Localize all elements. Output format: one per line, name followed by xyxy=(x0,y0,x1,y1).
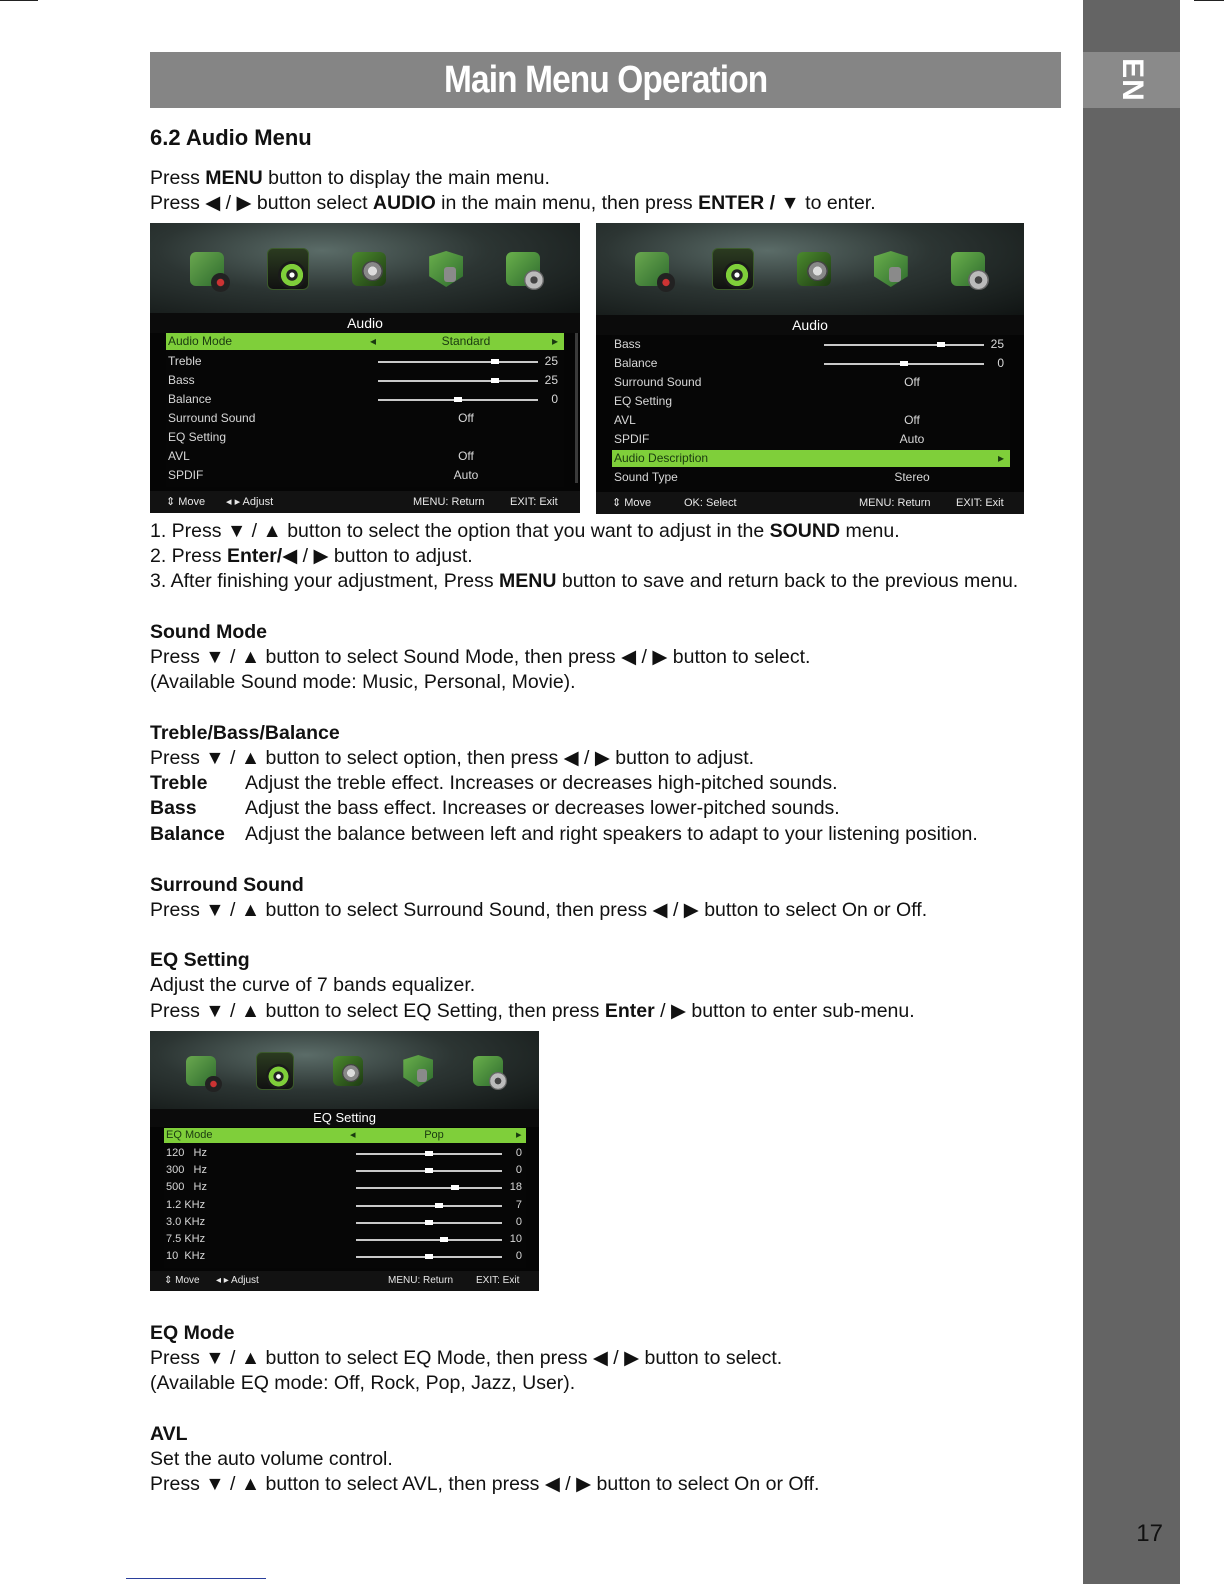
row-number: 10 xyxy=(509,1232,522,1245)
row-label: EQ Setting xyxy=(614,394,673,408)
eq-mode-line-1: Press ▼ / ▲ button to select EQ Mode, then press ◀ / ▶ button to select. xyxy=(150,1347,783,1369)
row-surround-sound xyxy=(166,409,564,428)
row-label: EQ Mode xyxy=(166,1129,213,1141)
row-value: Off xyxy=(904,413,920,427)
left-arrow-icon: ◂ xyxy=(350,1129,356,1141)
eq-line-1: Adjust the curve of 7 bands equalizer. xyxy=(150,974,476,996)
row-label: Bass xyxy=(168,373,195,387)
picture-icon xyxy=(190,252,224,286)
page-title: Main Menu Operation xyxy=(443,58,768,101)
menu-scrollbar xyxy=(575,333,578,483)
row-audio-description xyxy=(612,450,1010,467)
row-balance xyxy=(166,390,564,409)
row-number: 25 xyxy=(544,373,558,387)
slider-thumb xyxy=(440,1237,448,1242)
top-left-rule xyxy=(0,0,38,1)
slider-thumb xyxy=(937,342,945,347)
menu-title: Audio xyxy=(150,313,580,333)
row-number: 18 xyxy=(509,1181,522,1194)
menu-rows xyxy=(166,333,564,487)
row-eq-band xyxy=(164,1145,526,1162)
audio-icon xyxy=(712,248,754,290)
row-value: Pop xyxy=(424,1129,444,1141)
language-tab xyxy=(1083,52,1180,108)
eq-band-slider xyxy=(356,1187,502,1189)
row-label: Sound Type xyxy=(614,470,678,484)
slider-thumb xyxy=(425,1254,433,1259)
right-arrow-icon: ▸ xyxy=(516,1129,522,1141)
balance-definition: Balance Adjust the balance between left and right speakers to adapt to your listening position. xyxy=(150,823,978,845)
row-number: 0 xyxy=(551,392,558,406)
avl-line-1: Set the auto volume control. xyxy=(150,1448,393,1470)
menu-title: EQ Setting xyxy=(150,1109,539,1127)
row-number: 0 xyxy=(515,1250,522,1263)
row-number: 0 xyxy=(515,1147,522,1159)
row-eq-band xyxy=(164,1248,526,1265)
audio-menu-screenshot-1 xyxy=(150,223,580,513)
row-audio-mode xyxy=(166,333,564,350)
row-label: 300 Hz xyxy=(166,1164,207,1177)
footer-exit: EXIT: Exit xyxy=(956,497,1004,509)
bass-slider xyxy=(824,344,984,346)
slider-thumb xyxy=(451,1185,459,1190)
row-number: 0 xyxy=(515,1164,522,1177)
menu-footer xyxy=(150,1271,539,1291)
avl-line-2: Press ▼ / ▲ button to select AVL, then press ◀ / ▶ button to select On or Off. xyxy=(150,1473,820,1495)
menu-title: Audio xyxy=(596,315,1024,335)
sound-mode-line-1: Press ▼ / ▲ button to select Sound Mode, then press ◀ / ▶ button to select. xyxy=(150,646,811,668)
eq-band-slider xyxy=(356,1205,502,1207)
row-value: Standard xyxy=(441,334,491,348)
row-label: 7.5 KHz xyxy=(166,1232,206,1245)
row-label: Bass xyxy=(614,337,641,351)
footer-move: ⇕ Move xyxy=(612,497,652,509)
row-label: AVL xyxy=(614,413,636,427)
header-banner xyxy=(150,52,1061,108)
top-right-rule xyxy=(1194,0,1224,1)
row-label: EQ Setting xyxy=(168,430,227,444)
bass-definition: Bass Adjust the bass effect. Increases or decreases lower-pitched sounds. xyxy=(150,797,840,819)
intro-line-2: Press ◀ / ▶ button select AUDIO in the main menu, then press ENTER / ▼ to enter. xyxy=(150,192,876,214)
setup-icon xyxy=(951,252,985,286)
slider-thumb xyxy=(900,361,908,366)
slider-thumb xyxy=(454,397,462,402)
slider-thumb xyxy=(425,1168,433,1173)
row-label: Audio Mode xyxy=(168,334,233,348)
row-label: SPDIF xyxy=(614,432,650,446)
row-eq-band xyxy=(164,1214,526,1231)
row-number: 7 xyxy=(515,1198,522,1211)
row-balance xyxy=(612,354,1010,373)
row-spdif xyxy=(166,466,564,485)
audio-icon xyxy=(256,1052,294,1090)
right-arrow-icon: ▸ xyxy=(998,451,1005,465)
row-spdif xyxy=(612,430,1010,449)
row-eq-mode xyxy=(164,1128,526,1143)
footer-menu: MENU: Return xyxy=(413,496,485,508)
row-label: Balance xyxy=(614,356,658,370)
row-value: Auto xyxy=(899,432,925,446)
channel-icon xyxy=(352,252,386,286)
eq-heading: EQ Setting xyxy=(150,949,250,971)
row-label: 3.0 KHz xyxy=(166,1215,206,1228)
row-value: Off xyxy=(904,375,920,389)
treble-bass-balance-heading: Treble/Bass/Balance xyxy=(150,722,340,744)
row-value: Off xyxy=(458,449,474,463)
row-avl xyxy=(166,447,564,466)
row-label: 120 Hz xyxy=(166,1147,207,1159)
menu-footer xyxy=(596,492,1024,514)
row-label: SPDIF xyxy=(168,468,204,482)
tbb-line-1: Press ▼ / ▲ button to select option, then press ◀ / ▶ button to adjust. xyxy=(150,747,755,769)
slider-thumb xyxy=(491,359,499,364)
row-value: Stereo xyxy=(894,470,930,484)
bass-slider xyxy=(378,380,538,382)
slider-thumb xyxy=(491,378,499,383)
slider-thumb xyxy=(425,1151,433,1156)
right-arrow-icon: ▸ xyxy=(552,334,559,348)
intro-line-1: Press MENU button to display the main menu. xyxy=(150,167,550,189)
row-value: Auto xyxy=(453,468,479,482)
row-number: 25 xyxy=(544,354,558,368)
row-number: 25 xyxy=(990,337,1004,351)
row-label: Surround Sound xyxy=(614,375,702,389)
setup-icon xyxy=(473,1056,503,1086)
row-label: Balance xyxy=(168,392,212,406)
lock-icon xyxy=(874,251,908,287)
row-eq-band xyxy=(164,1197,526,1214)
footer-adjust: ◂ ▸ Adjust xyxy=(216,1275,259,1286)
eq-mode-heading: EQ Mode xyxy=(150,1322,235,1344)
footer-menu: MENU: Return xyxy=(388,1275,454,1286)
footer-exit: EXIT: Exit xyxy=(476,1275,520,1286)
row-bass xyxy=(612,335,1010,354)
menu-icons xyxy=(150,1031,539,1111)
step-2: 2. Press Enter/◀ / ▶ button to adjust. xyxy=(150,545,473,567)
step-3: 3. After finishing your adjustment, Press MENU button to save and return back to the previous menu. xyxy=(150,570,1019,592)
side-bar xyxy=(1083,0,1180,1584)
left-arrow-icon: ◂ xyxy=(370,334,377,348)
eq-mode-line-2: (Available EQ mode: Off, Rock, Pop, Jazz, User). xyxy=(150,1372,576,1394)
audio-icon xyxy=(267,248,309,290)
menu-rows xyxy=(612,335,1010,490)
eq-line-2: Press ▼ / ▲ button to select EQ Setting, then press Enter / ▶ button to enter sub-menu. xyxy=(150,1000,915,1022)
footer-menu: MENU: Return xyxy=(859,497,931,509)
row-number: 0 xyxy=(515,1215,522,1228)
picture-icon xyxy=(186,1056,216,1086)
row-eq-setting xyxy=(612,392,1010,411)
picture-icon xyxy=(635,252,669,286)
footer-move: ⇕ Move xyxy=(166,496,206,508)
menu-footer xyxy=(150,491,580,513)
row-eq-band xyxy=(164,1179,526,1196)
row-sound-type xyxy=(612,468,1010,487)
channel-icon xyxy=(797,252,831,286)
audio-menu-screenshot-2 xyxy=(596,223,1024,514)
row-label: Audio Description xyxy=(614,451,709,465)
footer-select: OK: Select xyxy=(684,497,737,509)
lock-icon xyxy=(403,1055,433,1087)
section-title: 6.2 Audio Menu xyxy=(150,125,312,150)
row-label: Treble xyxy=(168,354,202,368)
row-eq-band xyxy=(164,1162,526,1179)
footer-exit: EXIT: Exit xyxy=(510,496,558,508)
footer-move: ⇕ Move xyxy=(164,1275,200,1286)
sound-mode-line-2: (Available Sound mode: Music, Personal, Movie). xyxy=(150,671,576,693)
menu-icons xyxy=(150,223,580,315)
setup-icon xyxy=(506,252,540,286)
language-label: EN xyxy=(1115,58,1149,102)
step-1: 1. Press ▼ / ▲ button to select the option that you want to adjust in the SOUND menu. xyxy=(150,520,900,542)
treble-slider xyxy=(378,361,538,363)
eq-band-slider xyxy=(356,1239,502,1241)
treble-definition: Treble Adjust the treble effect. Increases or decreases high-pitched sounds. xyxy=(150,772,838,794)
sound-mode-heading: Sound Mode xyxy=(150,621,267,643)
menu-icons xyxy=(596,223,1024,315)
row-value: Off xyxy=(458,411,474,425)
channel-icon xyxy=(333,1056,363,1086)
surround-line-1: Press ▼ / ▲ button to select Surround Sound, then press ◀ / ▶ button to select On or Off. xyxy=(150,899,928,921)
row-treble xyxy=(166,352,564,371)
row-eq-band xyxy=(164,1231,526,1248)
bottom-rule xyxy=(126,1578,266,1579)
eq-setting-screenshot xyxy=(150,1031,539,1291)
row-number: 0 xyxy=(997,356,1004,370)
row-label: AVL xyxy=(168,449,190,463)
row-eq-setting xyxy=(166,428,564,447)
page-number: 17 xyxy=(1136,1520,1163,1547)
row-label: 500 Hz xyxy=(166,1181,207,1194)
row-avl xyxy=(612,411,1010,430)
footer-adjust: ◂ ▸ Adjust xyxy=(226,496,274,508)
avl-heading: AVL xyxy=(150,1423,188,1445)
row-bass xyxy=(166,371,564,390)
surround-heading: Surround Sound xyxy=(150,874,304,896)
slider-thumb xyxy=(435,1203,443,1208)
row-label: 1.2 KHz xyxy=(166,1198,206,1211)
slider-thumb xyxy=(425,1220,433,1225)
row-label: Surround Sound xyxy=(168,411,256,425)
row-label: 10 KHz xyxy=(166,1250,206,1263)
row-surround-sound xyxy=(612,373,1010,392)
menu-rows xyxy=(164,1128,526,1268)
lock-icon xyxy=(429,251,463,287)
